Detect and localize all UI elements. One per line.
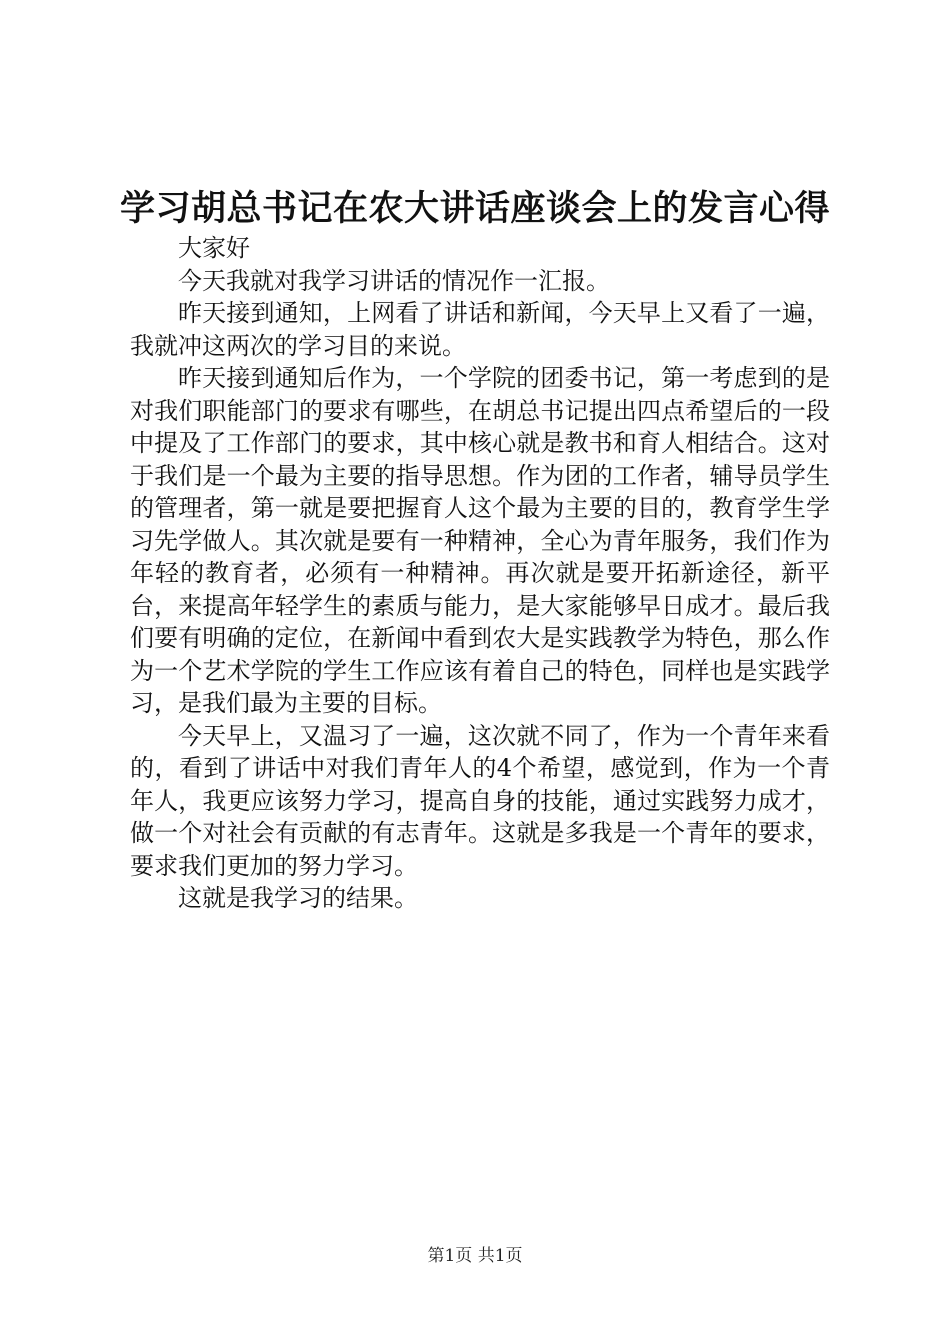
- document-body: [130, 232, 830, 915]
- paragraph-league-secretary: 昨天接到通知后作为，一个学院的团委书记，第一考虑到的是对我们职能部门的要求有哪些，在胡总书记提出四点希望后的一段中提及了工作部门的要求，其中核心就是教书和育人相结合。这对于我们是一个最为主要的指导思想。作为团的工作者，辅导员学生的管理者，第一就是要把握育人这个最为主要的目的，教育学生学习先学做人。其次就是要有一种精神，全心为青年服务，我们作为年轻的教育者，必须有一种精神。再次就是要开拓新途径，新平台，来提高年轻学生的素质与能力，是大家能够早日成才。最后我们要有明确的定位，在新闻中看到农大是实践教学为特色，那么作为一个艺术学院的学生工作应该有着自己的特色，同样也是实践学习，是我们最为主要的目标。: [130, 364, 830, 717]
- page-number-footer: 第1页 共1页: [427, 1246, 523, 1266]
- paragraph-intro: 今天我就对我学习讲话的情况作一汇报。: [178, 266, 610, 295]
- paragraph-first-reading: 昨天接到通知，上网看了讲话和新闻，今天早上又看了一遍，我就冲这两次的学习目的来说。: [130, 299, 830, 360]
- paragraph-second-reading: 今天早上，又温习了一遍，这次就不同了，作为一个青年来看的，看到了讲话中对我们青年人的4个希望，感觉到，作为一个青年人，我更应该努力学习，提高自身的技能，通过实践努力成才，做一个对社会有贡献的有志青年。这就是多我是一个青年的要求，要求我们更加的努力学习。: [130, 721, 830, 880]
- paragraph-conclusion: 这就是我学习的结果。: [178, 884, 418, 912]
- document-title: 学习胡总书记在农大讲话座谈会上的发言心得: [119, 188, 830, 229]
- paragraph-greeting: 大家好: [178, 234, 250, 262]
